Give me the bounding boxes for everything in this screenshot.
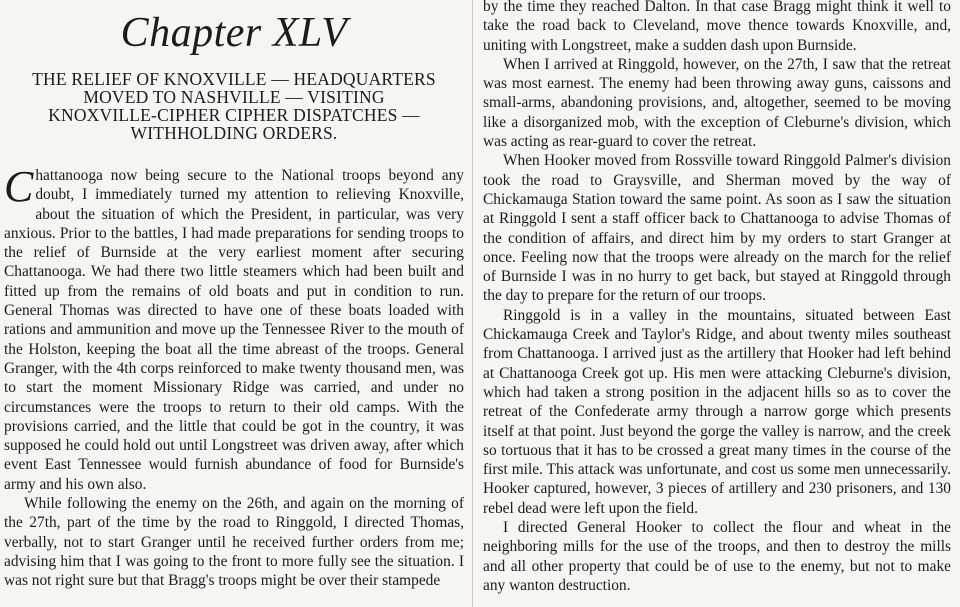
body-paragraph: I directed General Hooker to collect the flour and wheat in the neighboring mills for the use of the troops, and then to destroy the mills and all other property that could be of use to the enemy, but not to make any wanton destruction. <box>483 519 951 594</box>
body-paragraph: When Hooker moved from Rossville toward Ringgold Palmer's division took the road to Graysville, and Sherman moved by the way of Chickamauga Station toward the same point. As soon as I saw the situation at Ringgold I sent a staff officer back to Chattanooga to advise Thomas of the condition of affairs, and direct him by my orders to start Granger at once. Feeling now that the troops were already on the march for the relief of Burnside I was in no hurry to get back, but stayed at Ringgold through the day to prepare for the return of our troops. <box>483 152 951 305</box>
right-page <box>483 0 951 607</box>
page-gutter <box>472 0 473 607</box>
right-column <box>483 0 951 595</box>
body-paragraph: When I arrived at Ringgold, however, on the 27th, I saw that the retreat was most earnest. The enemy had been throwing away guns, caissons and small-arms, abandoning provisions, and, altogether, seemed to be moving like a disorganized mob, with the exception of Cleburne's division, which was acting as rear-guard to cover the retreat. <box>483 55 951 151</box>
drop-cap: C <box>4 162 34 211</box>
chapter-subtitle <box>4 70 464 142</box>
chapter-title: Chapter XLV <box>120 10 348 56</box>
chapter-subtitle-line: WITHHOLDING ORDERS. <box>130 123 338 143</box>
chapter-subtitle-line: MOVED TO NASHVILLE — VISITING <box>83 87 385 107</box>
body-paragraph: by the time they reached Dalton. In that case Bragg might think it well to take the road back to Cleveland, move thence towards Knoxville, and, uniting with Longstreet, make a sudden dash upon Burnside. <box>483 0 951 54</box>
chapter-subtitle-line: KNOXVILLE-CIPHER CIPHER DISPATCHES — <box>48 105 420 125</box>
paragraph-text: hattanooga now being secure to the National troops beyond any doubt, I immediately turned my attention to relieving Knoxville, about the situation of which the President, in particular, was very anxious. Prior to the battles, I had made preparations for sending troops to the relief of Burnside at the very earliest moment after securing Chattanooga. We had there two little steamers which had been built and fitted up from the remains of old boats and put in condition to run. General Thomas was directed to have one of these boats loaded with rations and ammunition and move up the Tennessee River to the mouth of the Holston, keeping the boat all the time abreast of the troops. General Granger, with the 4th corps reinforced to make twenty thousand men, was to start the moment Missionary Ridge was carried, and under no circumstances were the troops to return to their old camps. With the provisions carried, and the little that could be got in the country, it was supposed he could hold out until Longstreet was driven away, after which event East Tennessee would furnish abundance of food for Burnside's army and his own also. <box>4 167 464 493</box>
body-paragraph: Ringgold is in a valley in the mountains, situated between East Chickamauga Creek and Taylor's Ridge, and about twenty miles southeast from Chattanooga. I arrived just as the artillery that Hooker had left behind at Chattanooga Creek got up. His men were attacking Cleburne's division, which had taken a strong position in the adjacent hills so as to cover the retreat of the Confederate army through a narrow gorge which presents itself at that point. Just beyond the gorge the valley is narrow, and the creek so tortuous that it has to be crossed a great many times in the course of the first mile. This attack was unfortunate, and cost us some men unnecessarily. Hooker captured, however, 3 pieces of artillery and 230 prisoners, and 130 rebel dead were left upon the field. <box>483 306 951 517</box>
left-page <box>4 0 464 607</box>
chapter-subtitle-line: THE RELIEF OF KNOXVILLE — HEADQUARTERS <box>32 69 436 89</box>
body-paragraph <box>4 162 464 494</box>
body-paragraph: While following the enemy on the 26th, and again on the morning of the 27th, part of the time by the road to Ringgold, I directed Thomas, verbally, not to start Granger until he received further orders from me; advising him that I was going to the front to more fully see the situation. I was not right sure but that Bragg's troops might be over their stampede <box>4 495 464 590</box>
